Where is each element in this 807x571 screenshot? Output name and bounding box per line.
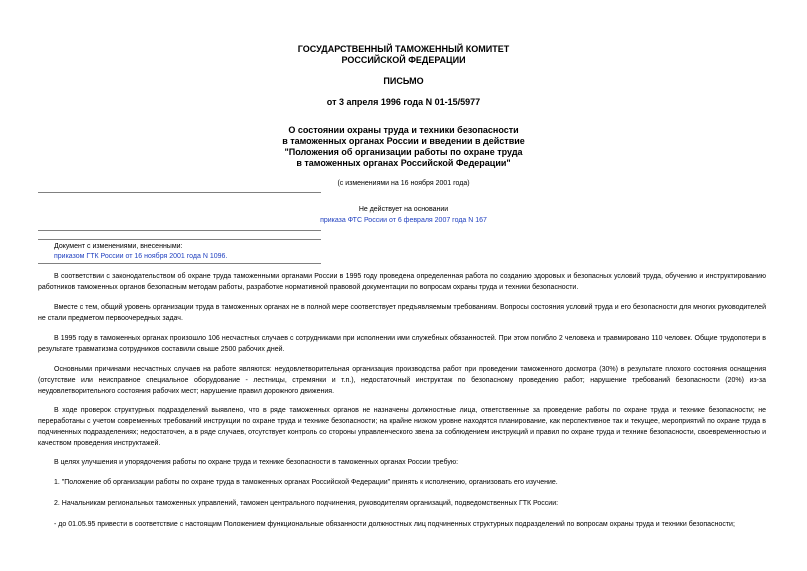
paragraph: В целях улучшения и упорядочения работы по охране труда и технике безопасности в таможенных органах России требую:	[54, 459, 459, 466]
divider	[38, 230, 321, 231]
divider	[38, 239, 321, 240]
changes-label: Документ с изменениями, внесенными:	[54, 243, 183, 250]
organization-line-2: РОССИЙСКОЙ ФЕДЕРАЦИИ	[341, 55, 466, 65]
paragraph: 1. "Положение об организации работы по охране труда в таможенных органах Российской Федерации" принять к исполнению, организовать его изучение.	[54, 479, 558, 486]
paragraph: 2. Начальникам региональных таможенных управлений, таможен центрального подчинения, руководителям организаций, подведомственных ГТК России:	[54, 500, 559, 507]
paragraph: Основными причинами несчастных случаев на работе являются: неудовлетворительная организация производства работ при проведении таможенного досмотра (30%) в результате плохого состояния оснащения (отсутствие или неисправное специальное оборудование - лестницы, стремянки и т.п.), недостаточный инструктаж по безопасному проведению работ; нарушение требований безопасности (20%) из-за неудовлетворительного состояния рабочих мест; нарушение правил дорожного движения.	[38, 366, 766, 395]
title-line: в таможенных органах России и введении в действие	[282, 136, 525, 146]
document-title	[0, 125, 807, 169]
title-line: "Положения об организации работы по охране труда	[284, 147, 523, 157]
organization-line-1: ГОСУДАРСТВЕННЫЙ ТАМОЖЕННЫЙ КОМИТЕТ	[297, 44, 510, 54]
document-type: ПИСЬМО	[383, 76, 424, 86]
paragraph: В соответствии с законодательством об охране труда таможенными органами России в 1995 году проведена определенная работа по созданию здоровых и безопасных условий труда, обучению и инструктированию работников таможенных органов безопасным методам работы, разработке нормативной правовой документации по вопросам охраны труда и техники безопасности.	[38, 273, 766, 291]
paragraph: В 1995 году в таможенных органах произошло 106 несчастных случаев с сотрудниками при исполнении ими служебных обязанностей. При этом погибло 2 человека и травмировано 110 человек. Общие трудопотери в результате травматизма сотрудников составили свыше 2500 рабочих дней.	[38, 335, 766, 353]
document-date: от 3 апреля 1996 года N 01-15/5977	[326, 97, 481, 107]
repeal-order-link[interactable]: приказа ФТС России от 6 февраля 2007 года N 167	[320, 217, 487, 224]
amended-note: (с изменениями на 16 ноября 2001 года)	[337, 180, 470, 187]
divider	[38, 263, 321, 264]
status-line: Не действует на основании	[358, 206, 449, 213]
amendment-order-link[interactable]: приказом ГТК России от 16 ноября 2001 года N 1096.	[54, 253, 228, 260]
title-line: О состоянии охраны труда и техники безопасности	[288, 125, 519, 135]
changes-link-row	[54, 252, 227, 262]
paragraph: - до 01.05.95 привести в соответствие с настоящим Положением функциональные обязанности должностных лиц подчиненных структурных подразделений по вопросам охраны труда и техники безопасности;	[54, 521, 735, 528]
divider	[38, 192, 321, 193]
paragraph: Вместе с тем, общий уровень организации труда в таможенных органах не в полной мере соответствует предъявляемым требованиям. Вопросы состояния условий труда и его безопасности для многих руководителей не стали предметом первоочередных задач.	[38, 304, 766, 322]
paragraph: В ходе проверок структурных подразделений выявлено, что в ряде таможенных органов не назначены должностные лица, ответственные за проведение работы по охране труда и технике безопасности; не переработаны с учетом современных требований инструкции по охране труда и технике безопасности; на крайне низком уровне находятся планирование, как перспективное так и текущее, мероприятий по охране труда в подчиненных подразделениях; недостаточен, а в ряде случаев, отсутствует контроль со стороны управленческого звена за соблюдением инструкций и правил по охране труда и технике безопасности, своевременностью и качеством проведения инструктажей.	[38, 407, 766, 447]
status-link-row	[0, 216, 807, 225]
title-line: в таможенных органах Российской Федерации"	[296, 158, 511, 168]
